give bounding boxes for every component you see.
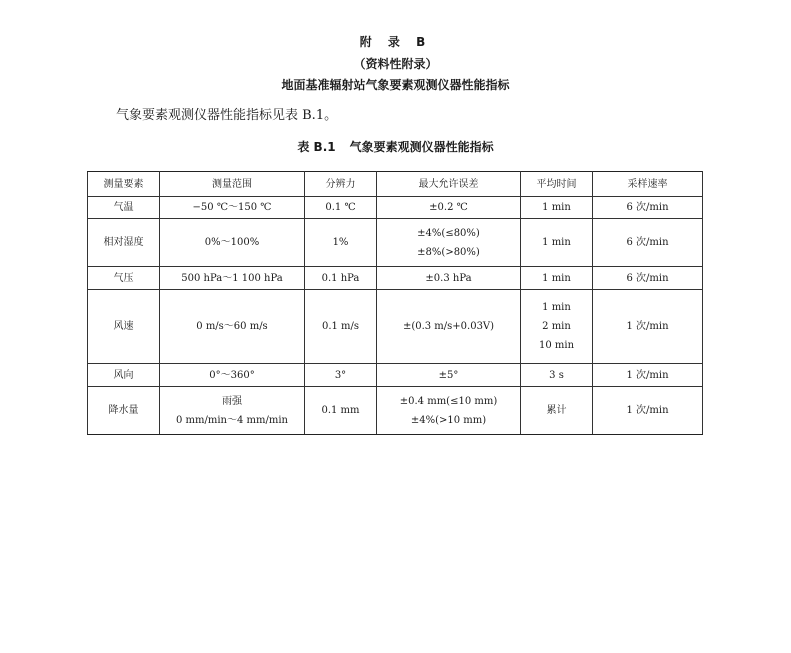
table-row <box>88 387 703 435</box>
error-cell: ±0.3 hPa <box>377 267 521 290</box>
avg-time-cell: 1 min <box>521 267 593 290</box>
error-cell: ±4%(≤80%) ±8%(>80%) <box>377 219 521 267</box>
rate-cell: 1 次/min <box>593 290 703 364</box>
avg-time-cell: 1 min <box>521 219 593 267</box>
resolution-cell: 0.1 ℃ <box>305 197 377 219</box>
range-cell: 500 hPa～1 100 hPa <box>160 267 305 290</box>
table-caption-title: 气象要素观测仪器性能指标 <box>349 140 494 154</box>
resolution-cell: 0.1 m/s <box>305 290 377 364</box>
column-header: 分辨力 <box>305 172 377 197</box>
element-cell: 降水量 <box>88 387 160 435</box>
column-header: 平均时间 <box>521 172 593 197</box>
avg-time-cell: 3 s <box>521 364 593 387</box>
element-cell: 风向 <box>88 364 160 387</box>
table-caption-number: 表 B.1 <box>297 140 336 154</box>
appendix-title: 地面基准辐射站气象要素观测仪器性能指标 <box>281 78 510 92</box>
column-header: 最大允许误差 <box>377 172 521 197</box>
resolution-cell: 1% <box>305 219 377 267</box>
element-cell: 相对湿度 <box>88 219 160 267</box>
range-cell: 0%～100% <box>160 219 305 267</box>
column-header: 测量要素 <box>88 172 160 197</box>
instrument-spec-table <box>87 171 703 435</box>
range-cell: 0°～360° <box>160 364 305 387</box>
error-cell: ±0.2 ℃ <box>377 197 521 219</box>
column-header: 采样速率 <box>593 172 703 197</box>
avg-time-cell: 1 min 2 min 10 min <box>521 290 593 364</box>
resolution-cell: 0.1 mm <box>305 387 377 435</box>
avg-time-cell: 1 min <box>521 197 593 219</box>
column-header: 测量范围 <box>160 172 305 197</box>
resolution-cell: 3° <box>305 364 377 387</box>
appendix-heading: 附 录 B <box>359 35 432 49</box>
table-row <box>88 197 703 219</box>
error-cell: ±5° <box>377 364 521 387</box>
table-row <box>88 267 703 290</box>
intro-paragraph: 气象要素观测仪器性能指标见表 B.1。 <box>116 108 338 123</box>
range-cell: 0 m/s～60 m/s <box>160 290 305 364</box>
resolution-cell: 0.1 hPa <box>305 267 377 290</box>
range-cell: −50 ℃～150 ℃ <box>160 197 305 219</box>
rate-cell: 6 次/min <box>593 267 703 290</box>
appendix-nature: （资料性附录） <box>353 57 438 71</box>
element-cell: 气压 <box>88 267 160 290</box>
element-cell: 气温 <box>88 197 160 219</box>
element-cell: 风速 <box>88 290 160 364</box>
avg-time-cell: 累计 <box>521 387 593 435</box>
table-caption <box>0 139 791 155</box>
error-cell: ±0.4 mm(≤10 mm) ±4%(>10 mm) <box>377 387 521 435</box>
rate-cell: 6 次/min <box>593 197 703 219</box>
range-cell: 雨强 0 mm/min～4 mm/min <box>160 387 305 435</box>
table-row <box>88 290 703 364</box>
table-row <box>88 364 703 387</box>
error-cell: ±(0.3 m/s+0.03V) <box>377 290 521 364</box>
rate-cell: 1 次/min <box>593 364 703 387</box>
rate-cell: 1 次/min <box>593 387 703 435</box>
table-row <box>88 219 703 267</box>
table-header-row <box>88 172 703 197</box>
rate-cell: 6 次/min <box>593 219 703 267</box>
